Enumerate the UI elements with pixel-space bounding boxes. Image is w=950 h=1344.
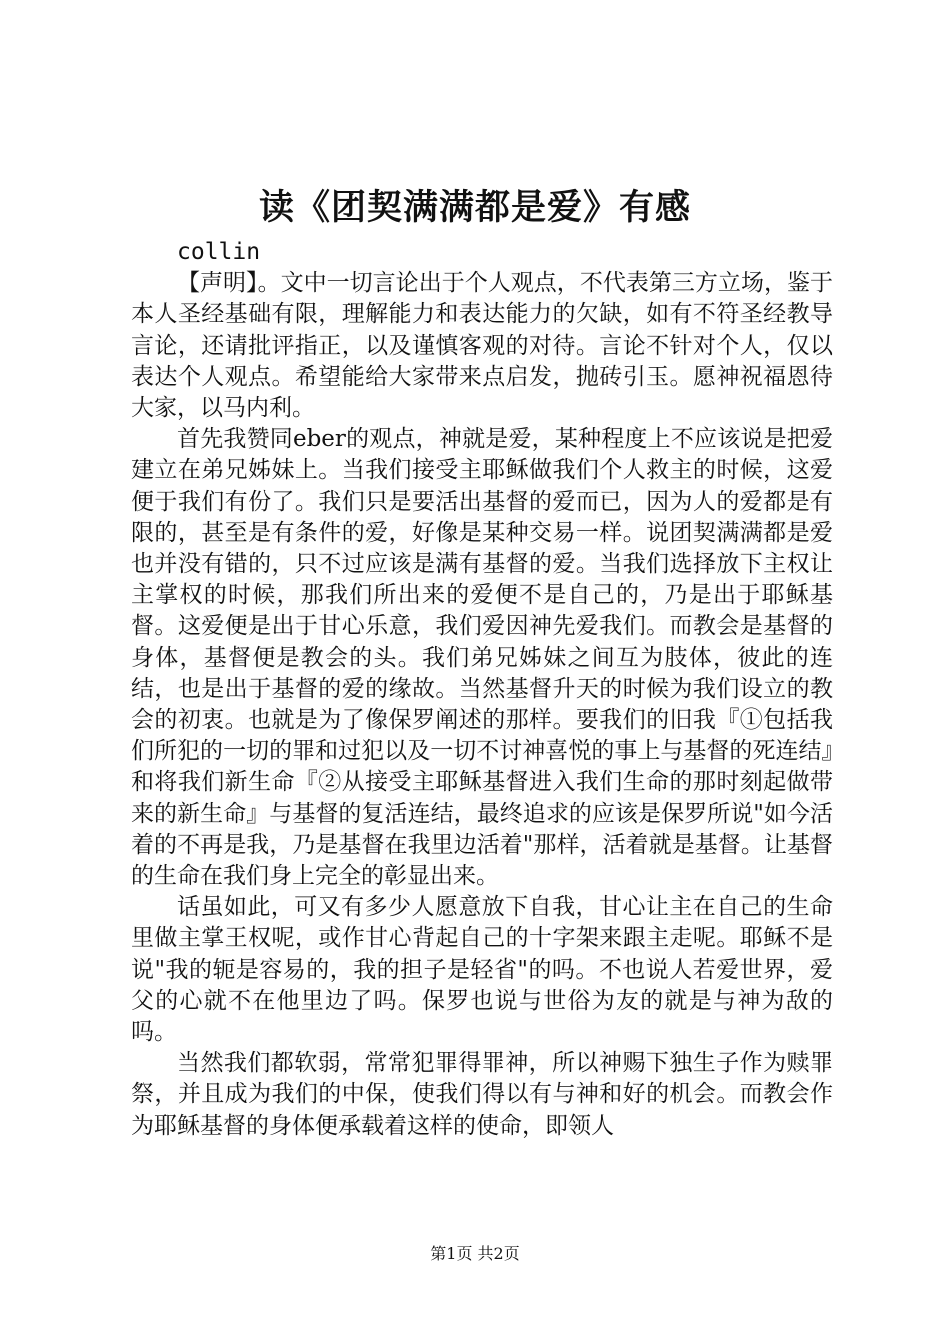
- document-title: 读《团契满满都是爱》有感: [258, 187, 691, 228]
- paragraph-statement: 【声明】。文中一切言论出于个人观点，不代表第三方立场，鉴于本人圣经基础有限，理解能力和表达能力的欠缺，如有不符圣经教导言论，还请批评指正，以及谨慎客观的对待。言论不针对个人，仅以表达个人观点。希望能给大家带来点启发，抛砖引玉。愿神祝福恩待大家，以马内利。: [131, 270, 833, 422]
- paragraph-3: 当然我们都软弱，常常犯罪得罪神，所以神赐下独生子作为赎罪祭，并且成为我们的中保，使我们得以有与神和好的机会。而教会作为耶稣基督的身体便承载着这样的使命，即领人: [131, 1050, 833, 1139]
- author-name: collin: [177, 239, 261, 265]
- page-footer: 第1页 共2页: [430, 1244, 520, 1263]
- document-body: [131, 237, 833, 1142]
- paragraph-2: 话虽如此，可又有多少人愿意放下自我，甘心让主在自己的生命里做主掌王权呢，或作甘心背起自己的十字架来跟主走呢。耶稣不是说"我的轭是容易的，我的担子是轻省"的吗。不也说人若爱世界，爱父的心就不在他里边了吗。保罗也说与世俗为友的就是与神为敌的吗。: [131, 894, 833, 1046]
- paragraph-1: 首先我赞同eber的观点，神就是爱，某种程度上不应该说是把爱建立在弟兄姊妹上。当我们接受主耶稣做我们个人救主的时候，这爱便于我们有份了。我们只是要活出基督的爱而已，因为人的爱都是有限的，甚至是有条件的爱，好像是某种交易一样。说团契满满都是爱也并没有错的，只不过应该是满有基督的爱。当我们选择放下主权让主掌权的时候，那我们所出来的爱便不是自己的，乃是出于耶稣基督。这爱便是出于甘心乐意，我们爱因神先爱我们。而教会是基督的身体，基督便是教会的头。我们弟兄姊妹之间互为肢体，彼此的连结，也是出于基督的爱的缘故。当然基督升天的时候为我们设立的教会的初衷。也就是为了像保罗阐述的那样。要我们的旧我『①包括我们所犯的一切的罪和过犯以及一切不讨神喜悦的事上与基督的死连结』和将我们新生命『②从接受主耶稣基督进入我们生命的那时刻起做带来的新生命』与基督的复活连结，最终追求的应该是保罗所说"如今活着的不再是我，乃是基督在我里边活着"那样，活着就是基督。让基督的生命在我们身上完全的彰显出来。: [131, 426, 833, 890]
